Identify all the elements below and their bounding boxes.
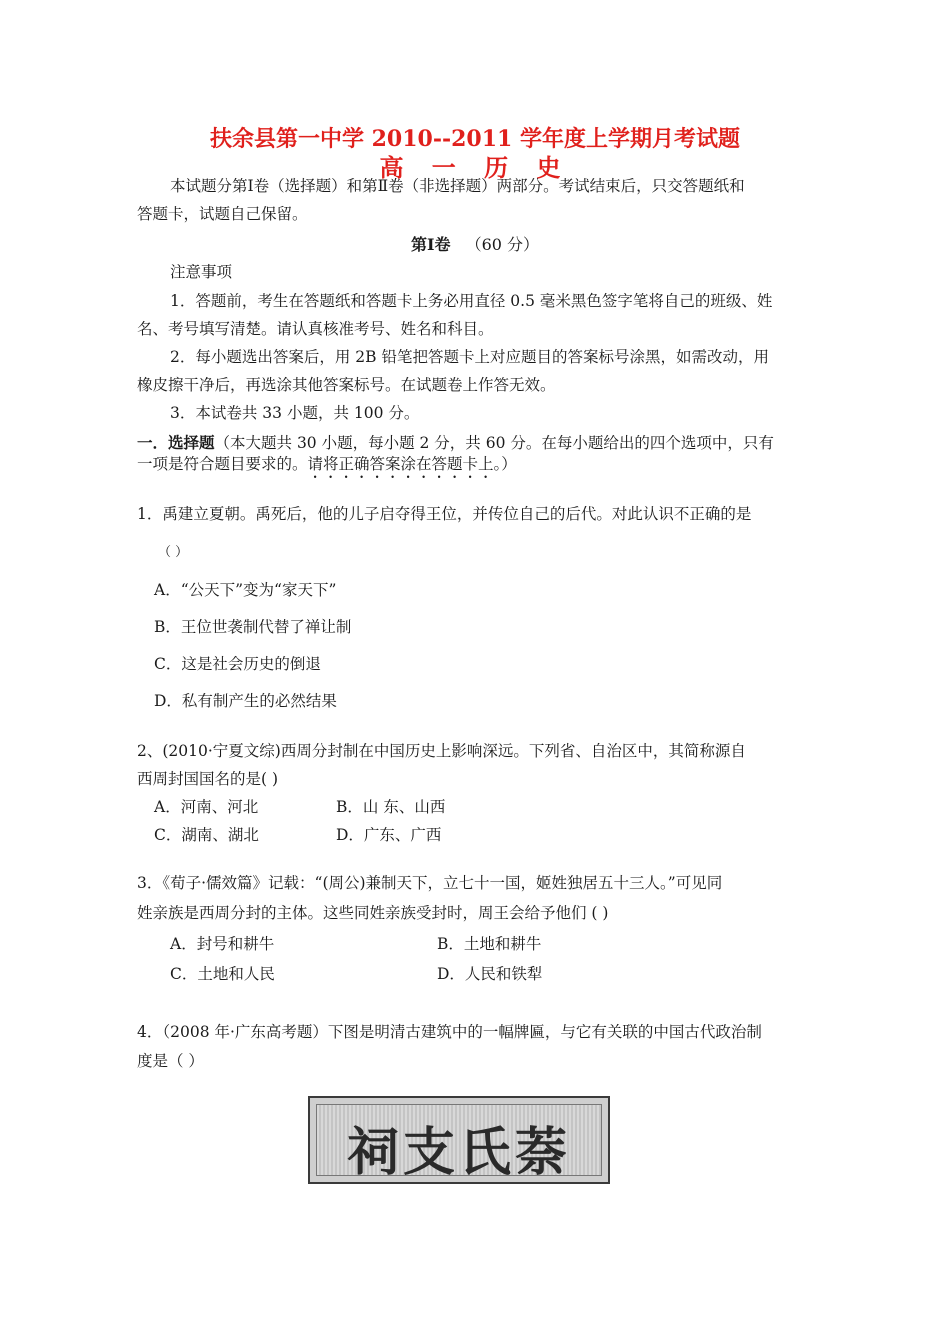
note-2-line-1: 2．每小题选出答案后，用 2B 铅笔把答题卡上对应题目的答案标号涂黑，如需改动，用 [170,348,769,366]
q3-option-b: B．土地和耕牛 [437,935,542,953]
q4-stem-line-1: 4．（2008 年·广东高考题）下图是明清古建筑中的一幅牌匾，与它有关联的中国古代政治制 [137,1023,762,1041]
q4-stem-line-2: 度是（ ） [137,1052,204,1070]
note-3: 3．本试卷共 33 小题，共 100 分。 [170,404,420,422]
note-2-line-2: 橡皮擦干净后，再选涂其他答案标号。在试题卷上作答无效。 [137,376,556,394]
q1-stem: 1．禹建立夏朝。禹死后，他的儿子启夺得王位，并传位自己的后代。对此认识不正确的是 [137,505,752,523]
part1-intro-line-2 [137,452,517,482]
q1-answer-paren: （ ） [158,545,189,560]
q2-stem-line-1: 2、(2010·宁夏文综)西周分封制在中国历史上影响深远。下列省、自治区中，其简称源自 [137,742,746,760]
q3-stem-line-2: 姓亲族是西周分封的主体。这些同姓亲族受封时，周王会给予他们 ( ) [137,904,609,922]
intro-line-1: 本试题分第Ⅰ卷（选择题）和第Ⅱ卷（非选择题）两部分。考试结束后，只交答题纸和 [170,177,745,195]
plaque-inscription: 祠支氏萘 [346,1123,571,1183]
q2-option-b: B．山 东、山西 [336,798,446,816]
section-score: （60 分） [465,235,540,254]
q2-option-d: D．广东、广西 [336,826,442,844]
q2-option-a: A．河南、河北 [154,798,259,816]
part1-desc-end: 。） [493,455,517,473]
exam-subtitle: 高 一 历 史 [379,153,571,182]
plaque-image [308,1096,610,1184]
intro-line-2: 答题卡，试题自己保留。 [137,205,308,223]
section-heading [0,232,950,255]
part1-desc-dotted: 请将正确答案涂在答题卡上 [307,455,494,473]
part1-intro-line-1 [137,431,774,453]
part1-desc: （本大题共 30 小题，每小题 2 分，共 60 分。在每小题给出的四个选项中，只有 [214,434,774,452]
q2-stem-line-2: 西周封国国名的是( ) [137,770,279,788]
exam-title: 扶余县第一中学 2010--2011 学年度上学期月考试题 [209,126,741,152]
q1-option-a: A．“公天下”变为“家天下” [154,581,337,599]
q1-option-c: C．这是社会历史的倒退 [154,655,321,673]
q3-option-c: C．土地和人民 [170,965,275,983]
q3-option-a: A．封号和耕牛 [170,935,275,953]
section-label: 第Ⅰ卷 [410,235,451,254]
q1-option-d: D．私有制产生的必然结果 [154,692,337,710]
part1-label: 一．选择题 [137,433,215,452]
notes-heading: 注意事项 [170,263,233,281]
note-1-line-2: 名、考号填写清楚。请认真核准考号、姓名和科目。 [137,320,494,338]
part1-desc-plain: 一项是符合题目要求的。 [137,455,308,473]
q2-option-c: C．湖南、湖北 [154,826,259,844]
q3-stem-line-1: 3．《荀子·儒效篇》记载：“(周公)兼制天下，立七十一国，姬姓独居五十三人。”可见同 [137,874,723,892]
q3-option-d: D．人民和铁犁 [437,965,543,983]
note-1-line-1: 1．答题前，考生在答题纸和答题卡上务必用直径 0.5 毫米黑色签字笔将自己的班级、姓 [170,292,773,310]
q1-option-b: B．王位世袭制代替了禅让制 [154,618,352,636]
